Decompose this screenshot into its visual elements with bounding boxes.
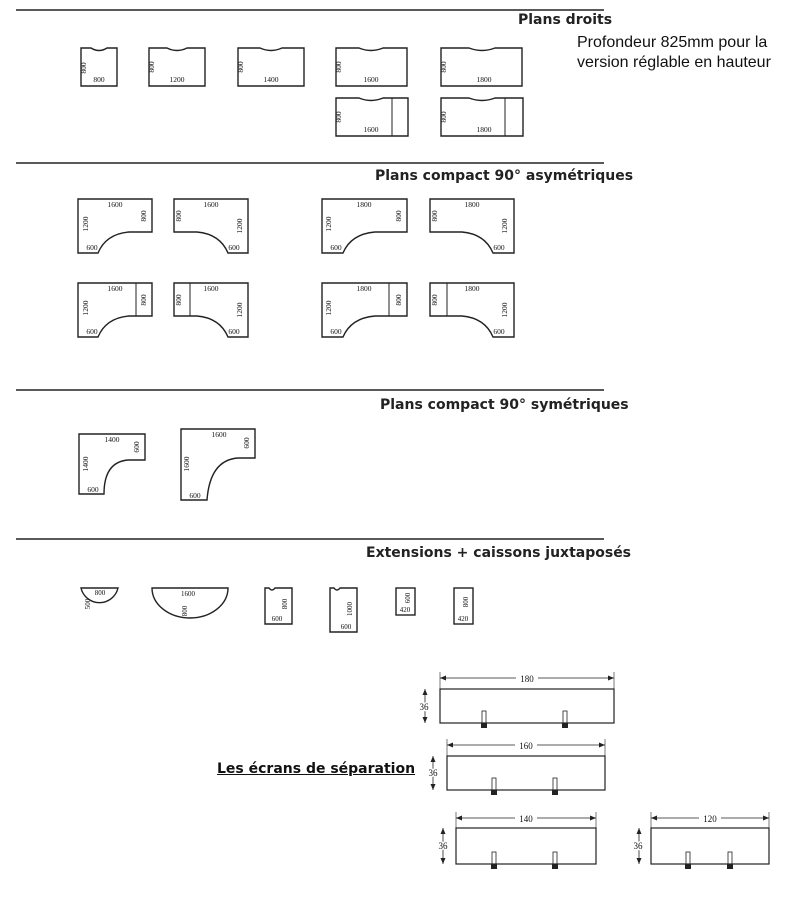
- section-title-extensions: Extensions + caissons juxtaposés: [366, 545, 632, 561]
- asym-desk-1600-right: [174, 199, 248, 253]
- straight-desk-width-label: 800: [93, 75, 105, 84]
- extension-size-a-label: 600: [404, 592, 412, 604]
- straight-desk-depth-label: 800: [147, 61, 156, 73]
- screen-height-label: 36: [633, 841, 643, 851]
- extension-half-round-1600: [152, 588, 228, 618]
- straight-desk-1200: [147, 48, 205, 86]
- screen-height-label: 36: [419, 702, 429, 712]
- straight-desk-1600-with-return: [334, 98, 408, 136]
- asym-desk-top-label: 1600: [203, 200, 219, 209]
- asym-desk-1800-left-return: [322, 283, 407, 337]
- extension-size-b-label: 420: [457, 615, 469, 623]
- asym-desk-1600-right-return: [174, 283, 248, 337]
- section-title-straight-desks: Plans droits: [518, 12, 613, 28]
- asym-desk-left-label: 800: [174, 294, 183, 306]
- asym-desk-left-label: 1200: [81, 216, 90, 232]
- asym-desk-top-label: 1800: [356, 200, 372, 209]
- straight-desk-depth-label: 800: [439, 61, 448, 73]
- note-line-1: Profondeur 825mm pour la: [577, 34, 768, 51]
- asym-desk-bottom-label: 600: [493, 327, 505, 336]
- straight-desk-width-label: 1600: [363, 75, 379, 84]
- extension-size-a-label: 1600: [181, 590, 195, 598]
- asym-desk-top-label: 1600: [203, 284, 219, 293]
- straight-desk-depth-label: 800: [236, 61, 245, 73]
- straight-desk-depth-label: 800: [79, 62, 88, 74]
- asym-desk-right-label: 1200: [235, 302, 244, 318]
- asym-desk-left-label: 1200: [81, 300, 90, 316]
- straight-desk-width-label: 1200: [169, 75, 185, 84]
- sym-desk-right-label: 600: [242, 437, 251, 449]
- asym-desk-bottom-label: 600: [330, 243, 342, 252]
- straight-desk-width-label: 1800: [476, 75, 492, 84]
- asym-desk-1800-left: [322, 199, 407, 253]
- asym-desk-top-label: 1800: [356, 284, 372, 293]
- extension-size-a-label: 800: [281, 598, 289, 610]
- asym-desk-bottom-label: 600: [228, 327, 240, 336]
- extension-size-a-label: 1000: [346, 602, 354, 616]
- extension-size-a-label: 800: [462, 596, 470, 608]
- sym-desk-bottom-label: 600: [189, 491, 201, 500]
- caisson-800x420: [454, 588, 473, 624]
- screen-width-label: 180: [520, 674, 534, 684]
- straight-desk-depth-label: 800: [334, 111, 343, 123]
- sym-desk-1600: [181, 429, 255, 500]
- screen-width-label: 120: [703, 814, 717, 824]
- extension-size-b-label: 600: [340, 623, 352, 631]
- screen-height-label: 36: [438, 841, 448, 851]
- asym-desk-bottom-label: 600: [86, 327, 98, 336]
- screen-140: [439, 812, 597, 869]
- asym-desk-1800-right-return: [430, 283, 514, 337]
- extension-size-b-label: 600: [271, 615, 283, 623]
- screen-180: [420, 672, 615, 728]
- asym-desk-1800-right: [430, 199, 514, 253]
- asym-desk-1600-left: [78, 199, 152, 253]
- caisson-600x420: [396, 588, 415, 615]
- screen-160: [429, 739, 606, 795]
- asym-desk-top-label: 1600: [107, 200, 123, 209]
- straight-desk-depth-label: 800: [334, 61, 343, 73]
- straight-desk-1600: [334, 48, 407, 86]
- asym-desk-top-label: 1600: [107, 284, 123, 293]
- screen-width-label: 140: [519, 814, 533, 824]
- asym-desk-top-label: 1800: [464, 284, 480, 293]
- section-title-asymmetric-compact: Plans compact 90° asymétriques: [375, 168, 634, 184]
- asym-desk-left-label: 800: [430, 294, 439, 306]
- sym-desk-top-label: 1400: [104, 435, 120, 444]
- sym-desk-left-label: 1600: [182, 456, 191, 472]
- asym-desk-right-label: 1200: [500, 302, 509, 318]
- straight-desk-1800-with-return: [439, 98, 523, 136]
- sym-desk-right-label: 600: [132, 441, 141, 453]
- straight-desk-1400: [236, 48, 304, 86]
- straight-desk-1800: [439, 48, 522, 86]
- asym-desk-bottom-label: 600: [228, 243, 240, 252]
- asym-desk-top-label: 1800: [464, 200, 480, 209]
- straight-desk-width-label: 1800: [476, 125, 492, 134]
- straight-desk-width-label: 1400: [263, 75, 279, 84]
- straight-desk-width-label: 1600: [363, 125, 379, 134]
- asym-desk-bottom-label: 600: [330, 327, 342, 336]
- asym-desk-left-label: 800: [174, 210, 183, 222]
- separation-screens-label: Les écrans de séparation: [217, 761, 416, 777]
- asym-desk-bottom-label: 600: [86, 243, 98, 252]
- extension-size-b-label: 420: [399, 606, 411, 614]
- screen-width-label: 160: [519, 741, 533, 751]
- asym-desk-left-label: 800: [430, 210, 439, 222]
- asym-desk-right-label: 800: [139, 210, 148, 222]
- asym-desk-left-label: 1200: [324, 300, 333, 316]
- screen-height-label: 36: [428, 768, 438, 778]
- screen-120: [634, 812, 770, 869]
- asym-desk-1600-left-return: [78, 283, 152, 337]
- asym-desk-right-label: 800: [394, 210, 403, 222]
- extension-size-b-label: 800: [181, 605, 189, 617]
- sym-desk-top-label: 1600: [211, 430, 227, 439]
- asym-desk-right-label: 800: [139, 294, 148, 306]
- asym-desk-left-label: 1200: [324, 216, 333, 232]
- asym-desk-right-label: 800: [394, 294, 403, 306]
- note-line-2: version réglable en hauteur: [577, 54, 771, 71]
- sym-desk-1400: [79, 434, 145, 494]
- extension-size-b-label: 500: [84, 598, 92, 610]
- sym-desk-bottom-label: 600: [87, 485, 99, 494]
- asym-desk-bottom-label: 600: [493, 243, 505, 252]
- sym-desk-left-label: 1400: [81, 456, 90, 472]
- extension-size-a-label: 800: [94, 589, 106, 597]
- section-title-symmetric-compact: Plans compact 90° symétriques: [380, 397, 629, 413]
- straight-desk-depth-label: 800: [439, 111, 448, 123]
- straight-desk-800x800: [79, 48, 117, 86]
- caisson-1000x600: [330, 588, 357, 632]
- asym-desk-right-label: 1200: [235, 218, 244, 234]
- caisson-800x600: [265, 588, 292, 624]
- extension-half-round-800: [81, 588, 118, 609]
- asym-desk-right-label: 1200: [500, 218, 509, 234]
